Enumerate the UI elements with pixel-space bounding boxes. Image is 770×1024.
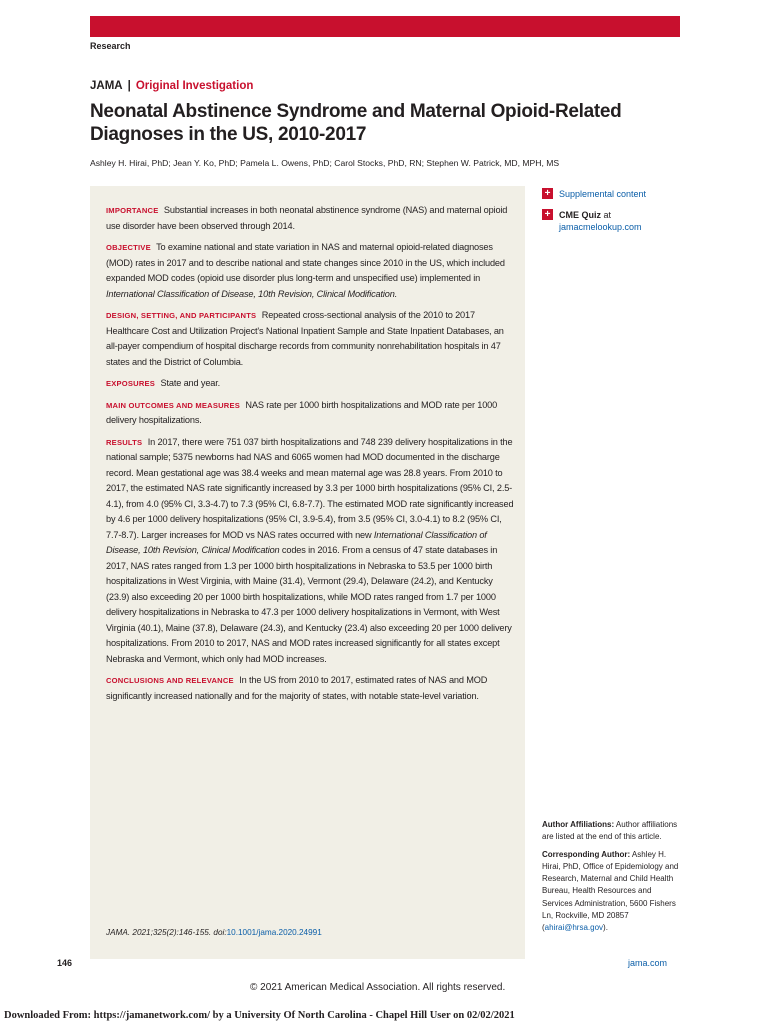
plus-icon: +: [542, 188, 553, 199]
abstract-objective: [106, 240, 514, 302]
email-link[interactable]: ahirai@hrsa.gov: [544, 923, 604, 933]
outcomes-text: NAS rate per 1000 birth hospitalizations and MOD rate per 1000 delivery hospitalizations.: [106, 399, 498, 425]
abstract-importance: [106, 203, 514, 234]
cme-at: at: [601, 210, 612, 220]
exposures-text: State and year.: [160, 378, 221, 388]
conclusions-label: CONCLUSIONS AND RELEVANCE: [106, 676, 234, 685]
author-affiliations-label: Author Affiliations:: [542, 820, 615, 829]
abstract-design: [106, 308, 514, 370]
journal-name: JAMA: [90, 80, 123, 92]
section-label: Research: [90, 41, 131, 51]
objective-label: OBJECTIVE: [106, 243, 151, 252]
cme-text: [559, 209, 642, 233]
affiliations: [542, 819, 680, 940]
plus-icon: +: [542, 209, 553, 220]
author-affiliations: [542, 819, 680, 844]
results-text-end: codes in 2016. From a census of 47 state databases in 2017, NAS rates ranged from 1.3 per 1000 birth hospitalizations in Nebraska to 53.5 per 1000 birth hospitalizations in West Virginia, with Maine (31.4), Vermont (29.4), Delaware (24.2), and Kentucky (23.9) also exceeding 20 per 1000 birth hospitalizations, while MOD rates ranged from 1.7 per 1000 delivery hospitalizations in Nebraska to 47.3 per 1000 delivery hospitalizations in Vermont, with West Virginia (40.1), Maine (37.8), Delaware (24.3), and Kentucky (23.4) also exceeding 20 per 1000 delivery hospitalizations. From 2010 to 2017, NAS and MOD rates increased significantly for all states except Nebraska and Vermont, which only had MOD increases.: [106, 545, 512, 664]
supplemental-label: Supplemental content: [559, 189, 647, 199]
corresponding-author-label: Corresponding Author:: [542, 849, 631, 859]
author-list: Ashley H. Hirai, PhD; Jean Y. Ko, PhD; Pamela L. Owens, PhD; Carol Stocks, PhD, RN; Stephen W. Patrick, MD, MPH, MS: [90, 158, 560, 168]
results-label: RESULTS: [106, 437, 143, 447]
exposures-label: EXPOSURES: [106, 379, 156, 388]
abstract-outcomes: [106, 398, 514, 429]
article-type: Original Investigation: [135, 80, 254, 92]
page-number: 146: [57, 958, 73, 968]
cme-quiz: [542, 209, 642, 233]
corresponding-author-text: Ashley H. Hirai, PhD, Office of Epidemiology and Research, Maternal and Child Health Bureau, Health Resources and Services Administration, 5600 Fishers Ln, Rockville, MD 20857 (: [542, 849, 679, 933]
download-notice: Downloaded From: https://jamanetwork.com/ by a University Of North Carolina - Chapel Hill User on 02/02/2021: [4, 1010, 515, 1021]
journal-separator: |: [127, 80, 131, 92]
abstract-results: [106, 435, 514, 668]
importance-text: Substantial increases in both neonatal abstinence syndrome (NAS) and maternal opioid use disorder have been observed through 2014.: [106, 205, 508, 231]
doi-link[interactable]: 10.1001/jama.2020.24991: [226, 928, 322, 937]
header-bar: [90, 16, 680, 37]
cme-label: CME Quiz: [559, 210, 601, 220]
results-italic: International Classification of Disease, 10th Revision, Clinical Modification: [106, 529, 487, 555]
objective-italic: International Classification of Disease, 10th Revision, Clinical Modification.: [106, 288, 398, 299]
abstract: [106, 203, 514, 710]
abstract-conclusions: [106, 673, 514, 704]
article-title: Neonatal Abstinence Syndrome and Maternal Opioid-Related Diagnoses in the US, 2010-2017: [90, 101, 622, 145]
abstract-exposures: [106, 376, 514, 392]
objective-text: To examine national and state variation in NAS and maternal opioid-related diagnoses (MOD) rates in 2017 and to describe national and state changes since 2010 in the US, which included expanded MOD codes (opioid use disorder plus long-term and unspecified use) implemented in: [106, 242, 505, 283]
journal-line: [90, 80, 253, 92]
citation: [106, 928, 322, 937]
design-text: Repeated cross-sectional analysis of the 2010 to 2017 Healthcare Cost and Utilization Project's National Inpatient Sample and State Inpatient Databases, an all-payer compendium of hospital discharge records from community nonrehabilitation hospitals in 47 states and the District of Columbia.: [106, 310, 504, 367]
citation-text: JAMA. 2021;325(2):146-155. doi:: [106, 928, 227, 937]
results-text: In 2017, there were 751 037 birth hospitalizations and 748 239 delivery hospitalizations in the national sample; 5375 newborns had NAS and 6065 women had MOD documented in the discharge record. Mean gestational age was 38.4 weeks and mean maternal age was 28.8 years. From 2010 to 2017, the estimated NAS rate significantly increased by 3.3 per 1000 birth hospitalizations (95% CI, 2.5-4.1), from 4.0 (95% CI, 3.3-4.7) to 7.3 (95% CI, 6.8-7.7). The estimated MOD rate significantly increased by 4.6 per 1000 delivery hospitalizations (95% CI, 3.9-5.4), from 3.5 (95% CI, 3.0-4.1) to 8.2 (95% CI, 7.7-8.7). Larger increases for MOD vs NAS rates occurred with new: [106, 436, 514, 540]
corresponding-author-end: ).: [603, 923, 608, 933]
author-affiliations-text: Author affiliations are listed at the end of this article.: [542, 820, 678, 842]
supplemental-content-link[interactable]: [542, 188, 646, 200]
importance-label: IMPORTANCE: [106, 206, 159, 215]
conclusions-text: In the US from 2010 to 2017, estimated rates of NAS and MOD significantly increased nationally and for the majority of states, with notable state-level variation.: [106, 675, 488, 701]
design-label: DESIGN, SETTING, AND PARTICIPANTS: [106, 311, 257, 320]
site-link[interactable]: jama.com: [628, 958, 668, 968]
copyright: © 2021 American Medical Association. All rights reserved.: [250, 982, 506, 993]
cme-link[interactable]: jamacmelookup.com: [559, 222, 642, 232]
corresponding-author: [542, 849, 680, 935]
outcomes-label: MAIN OUTCOMES AND MEASURES: [106, 400, 241, 410]
